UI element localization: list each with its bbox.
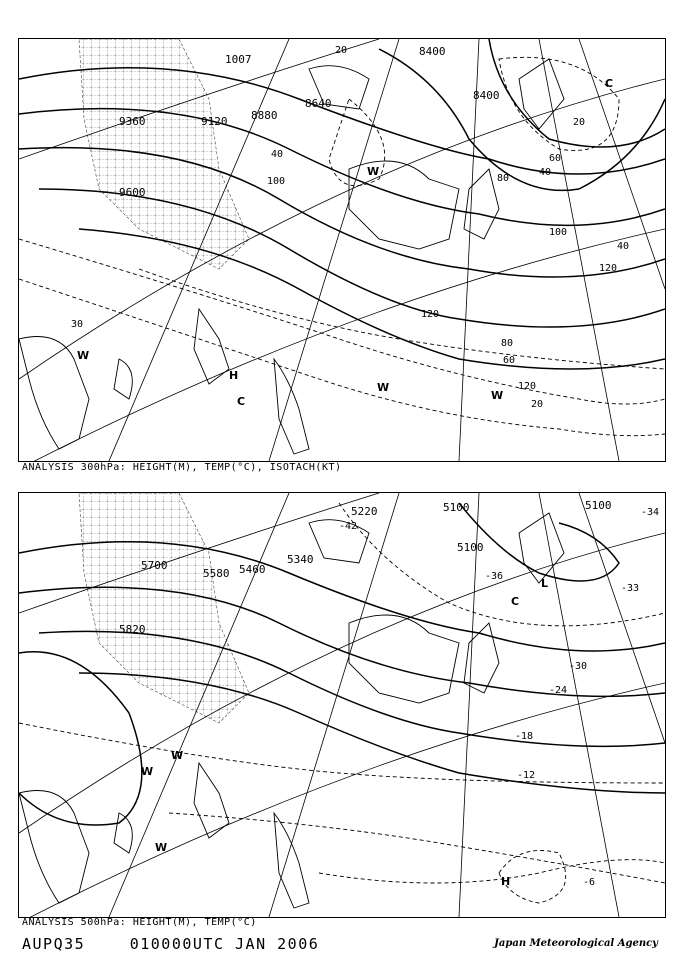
- height-label: 5340: [287, 553, 314, 566]
- temperature-label: -36: [485, 571, 504, 582]
- high-pressure-marker: H: [229, 369, 239, 382]
- temperature-label: -6: [583, 877, 596, 888]
- isotach-label: 100: [267, 176, 286, 187]
- height-label: 8400: [419, 45, 446, 58]
- lower-chart-map: [19, 493, 665, 917]
- chart-code: AUPQ35: [22, 935, 86, 953]
- isotach-label: 120: [599, 263, 618, 274]
- isotach-label: 120: [421, 309, 440, 320]
- upper-chart-caption: ANALYSIS 300hPa: HEIGHT(M), TEMP(°C), ISOTACH(KT): [22, 462, 342, 473]
- height-label: 5220: [351, 505, 378, 518]
- chart-footer: [22, 935, 319, 953]
- isotach-label: 120: [518, 381, 537, 392]
- upper-chart-panel: [18, 38, 666, 462]
- warm-marker: W: [491, 389, 504, 402]
- isotach-label: 40: [539, 167, 552, 178]
- isotach-label: 20: [573, 117, 586, 128]
- temperature-label: -33: [621, 583, 640, 594]
- valid-time: 010000UTC JAN 2006: [129, 935, 320, 953]
- warm-marker: W: [77, 349, 90, 362]
- height-label: 5460: [239, 563, 266, 576]
- isotach-label: 40: [271, 149, 284, 160]
- temperature-label: -30: [569, 661, 588, 672]
- isotach-label: 100: [549, 227, 568, 238]
- height-label: 5100: [457, 541, 484, 554]
- warm-marker: W: [367, 165, 380, 178]
- height-label: 8640: [305, 97, 332, 110]
- isotach-label: 40: [617, 241, 630, 252]
- height-label: 5700: [141, 559, 168, 572]
- lower-chart-panel: [18, 492, 666, 918]
- height-label: 1007: [225, 53, 252, 66]
- temperature-label: -42: [339, 521, 358, 532]
- cold-marker: C: [605, 77, 614, 90]
- height-label: 9120: [201, 115, 228, 128]
- temperature-label: -24: [549, 685, 568, 696]
- lower-chart-caption: ANALYSIS 500hPa: HEIGHT(M), TEMP(°C): [22, 917, 257, 928]
- height-label: 8880: [251, 109, 278, 122]
- height-label: 5100: [585, 499, 612, 512]
- height-label: 5580: [203, 567, 230, 580]
- isotach-label: 30: [71, 319, 84, 330]
- height-label: 9600: [119, 186, 146, 199]
- temperature-label: -12: [517, 770, 536, 781]
- isotach-label: 80: [501, 338, 514, 349]
- height-label: 9360: [119, 115, 146, 128]
- isotach-label: 20: [531, 399, 544, 410]
- agency-credit: Japan Meteorological Agency: [494, 938, 658, 949]
- warm-marker: W: [171, 749, 184, 762]
- cold-marker: C: [511, 595, 520, 608]
- upper-chart-map: [19, 39, 665, 461]
- warm-marker: W: [141, 765, 154, 778]
- height-label: 5820: [119, 623, 146, 636]
- warm-marker: W: [377, 381, 390, 394]
- height-label: 5100: [443, 501, 470, 514]
- isotach-label: 60: [549, 153, 562, 164]
- high-pressure-marker: H: [501, 875, 511, 888]
- low-pressure-marker: L: [541, 577, 549, 590]
- cold-marker: C: [237, 395, 246, 408]
- isotach-label: 60: [503, 355, 516, 366]
- terrain-hatch: [79, 39, 249, 269]
- height-label: 8400: [473, 89, 500, 102]
- temperature-label: -34: [641, 507, 660, 518]
- temperature-label: -18: [515, 731, 534, 742]
- warm-marker: W: [155, 841, 168, 854]
- isotach-label: 20: [335, 45, 348, 56]
- isotach-label: 80: [497, 173, 510, 184]
